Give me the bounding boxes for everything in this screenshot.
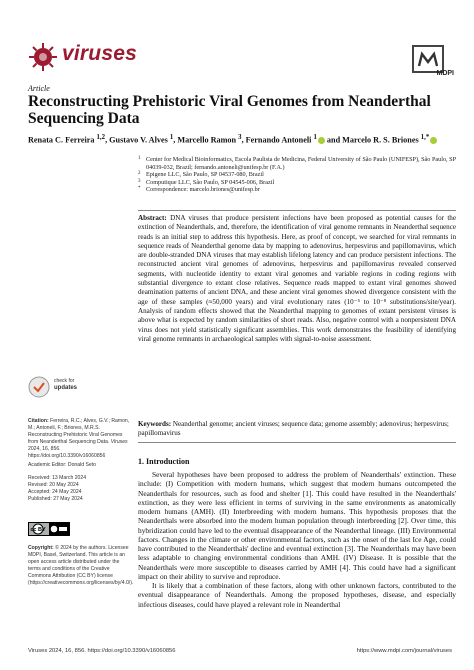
separator: , [241,135,246,145]
abstract-label: Abstract: [138,214,167,222]
mdpi-logo-icon [412,45,444,73]
published-date: Published: 27 May 2024 [28,495,83,502]
affiliation-number: 3 [138,178,141,184]
affiliation [138,186,458,194]
keywords-label: Keywords: [138,420,172,428]
paragraph: It is likely that a combination of these factors, along with other unknown factors, contributed to the eventual disappearance of Neanderthals. Among the proposed hypotheses, disease, and especially infectious diseases, could have played a relevant role in Neanderthal [138,581,456,609]
journal-name: viruses [62,42,137,65]
orcid-icon[interactable] [430,137,437,144]
cc-icon-text: cc BY [30,527,46,534]
editor-note: Academic Editor: Donald Seto [28,462,96,468]
author-name[interactable]: Renata C. Ferreira [28,135,95,145]
body-text [138,470,456,609]
check-line-1: check for [54,378,75,384]
keywords-text: Neanderthal genome; ancient viruses; sequence data; genome assembly; adenovirus; herpesvirus; papillomavirus [138,420,449,438]
paragraph: Several hypotheses have been proposed to address the problem of Neanderthals' extinction. These include: (I) Competition with modern humans, which suggest that modern humans outcompeted the Neanderthals for resources, such as food and shelter [1]. This could have resulted in the Neanderthals' extinction, as they were less efficient in terms of surviving in the same environments as anatomically modern humans (AMH). (II) Interbreeding with modern humans. This hypothesis proposes that the Neanderthals were absorbed into the modern human population through interbreeding [2]. Over time, this hybridization could have led to the eventual disappearance of the Neanderthal lineage. (III) Environmental factors. Changes in the climate or other environmental factors, such as the onset of the last Ice Age, could have contributed to the Neanderthals' decline and eventual extinction [3]. The Neanderthals may have been less adaptable to changing environmental conditions than AMH. (IV) Disease. It is possible that the Neanderthals were more susceptible to diseases carried by AMH [4]. This could have had a significant impact on their ability to survive and reproduce. [138,470,456,581]
footer-journal-link[interactable]: https://www.mdpi.com/journal/viruses [356,648,452,654]
article-type: Article [28,84,50,93]
check-for-updates-label[interactable] [54,378,77,392]
page-title: Reconstructing Prehistoric Viral Genomes from Neanderthal Sequencing Data [28,93,431,127]
affiliation-number: * [138,186,141,192]
affiliation-number: 2 [138,171,141,177]
correspondence-text[interactable]: Correspondence: marcelo.briones@unifesp.br [146,186,260,194]
author-affil-sup: 1 [169,134,174,141]
copyright-text: © 2024 by the authors. Licensee MDPI, Basel, Switzerland. This article is an open access article distributed under the terms and conditions of the Creative Commons Attribution (CC BY) license (https://creativecommons.org/licenses/by/4.0/). [28,545,134,586]
abstract-text: DNA viruses that produce persistent infections have been proposed as potential causes for the extinction of Neanderthals, and, therefore, the identification of viral genome remnants in Neanderthal sequence reads is an initial step to address this hypothesis. Here, as proof of concept, we searched for viral remnants in sequence reads of Neanderthal genome data by mapping to adenovirus, herpesvirus and papillomavirus, which are double-stranded DNA viruses that may establish lifelong latency and can produce persistent infections. The reconstructed ancient viral genomes of adenovirus, herpesvirus and papillomavirus revealed conserved segments, with nucleotide identity to extant viral genomes and variable regions in coding regions with substantial divergence to extant close relatives. Sequence reads mapped to extant viral genomes showed deamination patterns of ancient DNA, and these ancient viral genomes showed divergence consistent with the age of these samples (≈50,000 years) and viral evolutionary rates (10⁻⁵ to 10⁻⁸ substitutions/site/year). Analysis of random effects showed that the Neanderthal mapping to genomes of extant persistent viruses is above what is expected by random similarities of short reads. Also, negative control with a nonpersistent DNA virus does not yield statistically significant assemblies. This work demonstrates the feasibility of identifying viral genome remnants in archaeological samples with signal-to-noise assessment. [138,214,456,343]
author-name[interactable]: Fernando Antoneli [245,135,312,145]
keywords [138,420,456,439]
citation-block [28,418,133,459]
affiliation-text: Center for Medical Bioinformatics, Escola Paulista de Medicina, Federal University of São Paulo (UNIFESP), São Paulo, SP 04039-032, Brazil; fernando.antoneli@unifesp.br (F.A.) [146,156,456,171]
history-dates [28,475,133,503]
orcid-icon[interactable] [318,137,325,144]
author-affil-sup: 1 [313,134,317,141]
affiliations [138,156,458,194]
check-for-updates-icon[interactable] [28,376,50,398]
cc-by-license-icon[interactable] [28,522,70,536]
abstract [138,214,456,344]
author-list [28,133,458,146]
affiliation [138,171,458,179]
received-date: Received: 13 March 2024 [28,475,87,481]
affiliation-text: Computique LLC, São Paulo, SP 04545-006, Brazil [146,178,275,186]
author-name[interactable]: Marcelo R. S. Briones [342,135,419,145]
separator: and [324,135,343,145]
section-heading: 1. Introduction [138,457,190,466]
copyright-block [28,545,133,586]
copyright-label: Copyright: [28,545,54,551]
publisher-name: MDPI [436,70,454,77]
accepted-date: Accepted: 24 May 2024 [28,488,82,495]
author-name[interactable]: Gustavo V. Alves [109,135,168,145]
footer-citation[interactable]: Viruses 2024, 16, 856. https://doi.org/10.3390/v16060856 [28,648,176,654]
separator: , [105,135,110,145]
affiliation-text: Epigene LLC, São Paulo, SP 04537-080, Brazil [146,171,264,179]
affiliation [138,179,458,187]
revised-date: Revised: 20 May 2024 [28,481,79,488]
viruses-logo-icon [28,42,58,72]
citation-label: Citation: [28,418,49,424]
separator: , [173,135,178,145]
citation-doi[interactable]: 2024, 16, 856. https://doi.org/10.3390/v16060856 [28,445,106,459]
citation-journal: Viruses [110,438,128,445]
affiliation-number: 1 [138,156,141,161]
author-affil-sup: 3 [238,134,242,141]
check-line-2: updates [54,385,78,391]
divider [138,210,456,211]
author-affil-sup: 1,* [420,134,430,141]
author-name[interactable]: Marcello Ramon [177,135,237,145]
citation-text: Ferreira, R.C.; Alves, G.V.; Ramon, M.; Antoneli, F.; Briones, M.R.S. Reconstructing Prehistoric Viral Genomes from Neanderthal Sequencing Data. [28,418,130,445]
affiliation [138,156,458,171]
author-affil-sup: 1,2 [96,134,106,141]
divider [138,442,456,443]
